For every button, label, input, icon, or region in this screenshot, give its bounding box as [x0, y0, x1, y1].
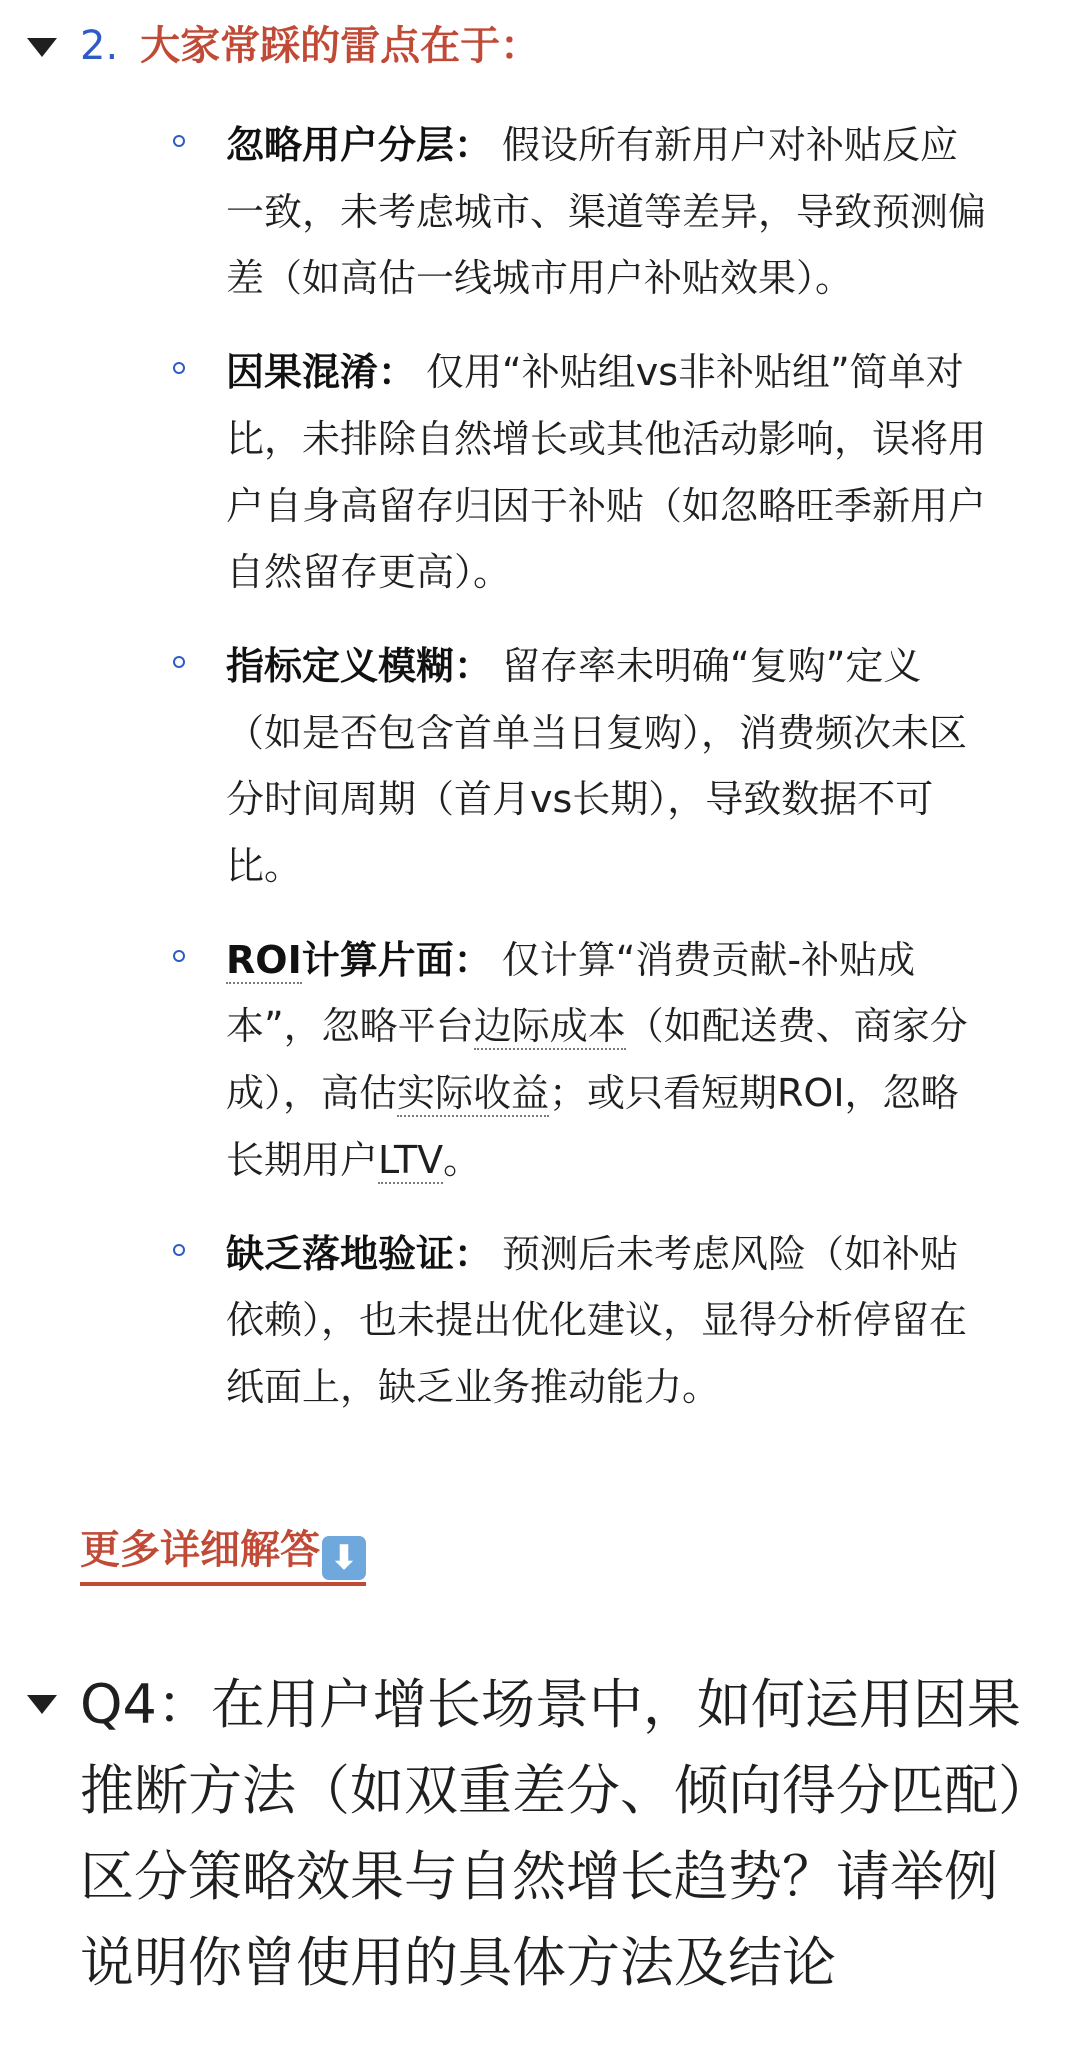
collapse-toggle-icon[interactable]: [27, 1695, 57, 1714]
item-body-part: （如配送费、商家分成），高估: [226, 1004, 968, 1116]
more-details-link[interactable]: [80, 1518, 366, 1586]
item-label: 因果混淆：: [226, 350, 417, 395]
list-item: [226, 1221, 996, 1421]
question-heading: Q4：在用户增长场景中，如何运用因果推断方法（如双重差分、倾向得分匹配）区分策略效果与自然增长趋势？请举例说明你曾使用的具体方法及结论: [80, 1673, 1025, 1994]
bullet-circle-icon: [173, 135, 185, 147]
pitfall-list: [226, 112, 996, 1448]
item-body: 预测后未考虑风险（如补贴依赖），也未提出优化建议，显得分析停留在纸面上，缺乏业务推动能力。: [226, 1231, 968, 1409]
glossary-term-ltv[interactable]: LTV: [378, 1137, 444, 1182]
section-heading: [80, 14, 540, 78]
item-body: 留存率未明确“复购”定义（如是否包含首单当日复购），消费频次未区分时间周期（首月vs长期），导致数据不可比。: [226, 643, 968, 889]
bullet-circle-icon: [173, 950, 185, 962]
item-body-part: 。: [443, 1137, 482, 1182]
item-label: [226, 938, 492, 982]
list-item: [226, 633, 996, 900]
item-body: 假设所有新用户对补贴反应一致，未考虑城市、渠道等差异，导致预测偏差（如高估一线城市用户补贴效果）。: [226, 123, 987, 301]
item-body-part: 仅计算“消费贡献-补贴成本”，忽略平台: [226, 937, 916, 1049]
item-label-rest: 计算片面：: [301, 937, 492, 982]
list-item: [226, 927, 996, 1194]
collapse-toggle-icon[interactable]: [27, 38, 57, 57]
glossary-term-actual-return[interactable]: 实际收益: [397, 1071, 550, 1116]
list-item: [226, 112, 996, 312]
item-label: 忽略用户分层：: [226, 123, 493, 167]
section-number: 2.: [80, 23, 119, 69]
section-title: 大家常踩的雷点在于：: [140, 23, 541, 69]
item-body: 仅用“补贴组vs非补贴组”简单对比，未排除自然增长或其他活动影响，误将用户自身高留存归因于补贴（如忽略旺季新用户自然留存更高）。: [226, 350, 987, 595]
item-label: 指标定义模糊：: [226, 643, 493, 688]
more-details-label: 更多详细解答: [80, 1527, 320, 1573]
bullet-circle-icon: [173, 656, 185, 668]
bullet-circle-icon: [173, 362, 185, 374]
list-item: [226, 339, 996, 606]
glossary-term-roi[interactable]: ROI: [226, 937, 302, 982]
item-body-part: ；或只看短期ROI，忽略长期用户: [226, 1071, 959, 1182]
glossary-term-marginal-cost[interactable]: 边际成本: [473, 1004, 626, 1049]
item-label: 缺乏落地验证：: [226, 1231, 493, 1276]
bullet-circle-icon: [173, 1244, 185, 1256]
down-arrow-emoji-icon: ⬇: [322, 1536, 366, 1580]
